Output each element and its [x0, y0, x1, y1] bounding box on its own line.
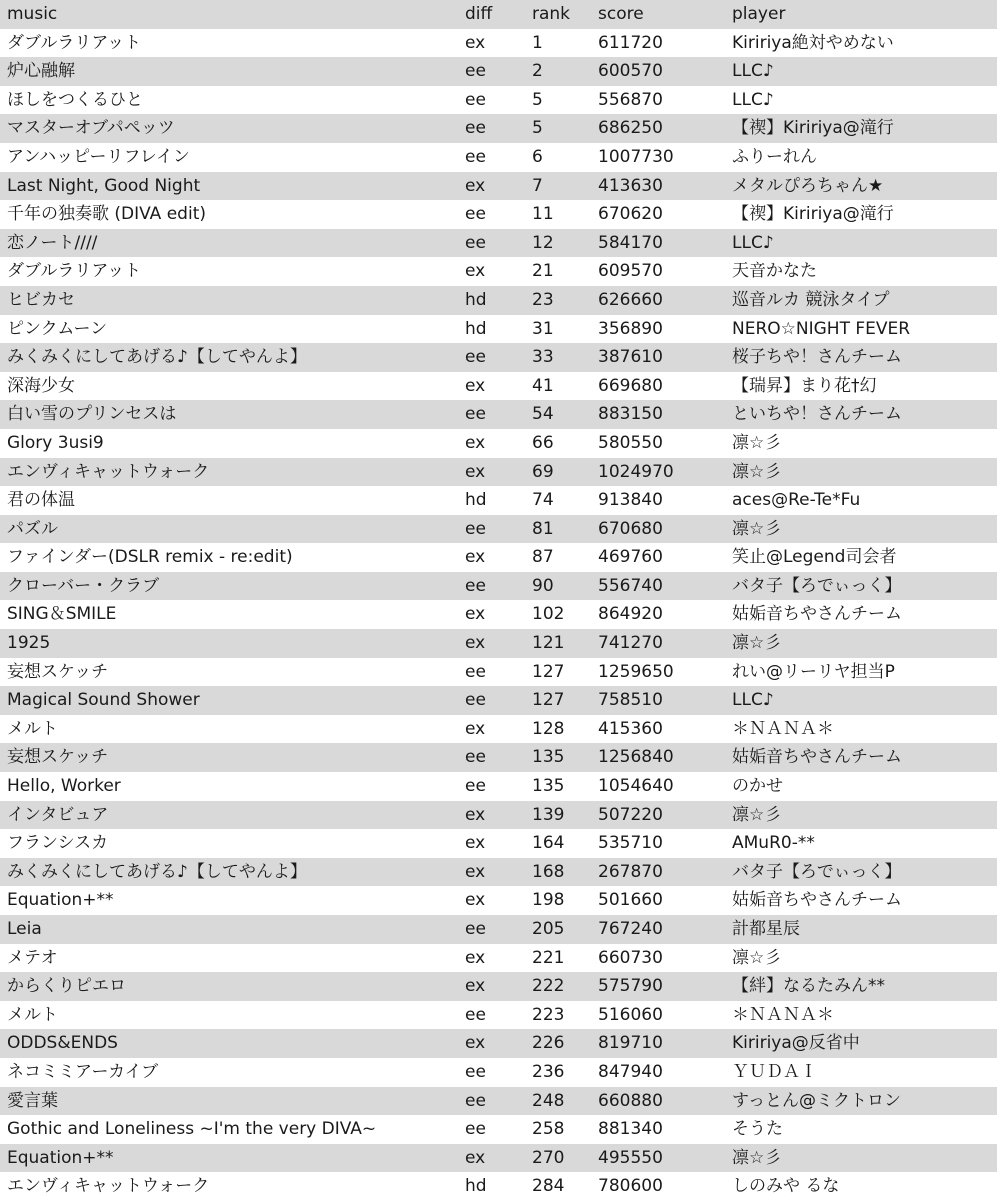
cell-music: ピンクムーン	[7, 318, 108, 339]
cell-player: 凛☆彡	[732, 461, 782, 482]
cell-rank: 135	[532, 776, 565, 797]
cell-score: 881340	[598, 1119, 663, 1140]
cell-rank: 7	[532, 175, 543, 196]
cell-rank: 54	[532, 404, 554, 425]
table-row	[0, 1144, 997, 1173]
cell-rank: 11	[532, 204, 554, 225]
table-row	[0, 57, 997, 86]
cell-score: 660880	[598, 1090, 663, 1111]
cell-player: 凛☆彡	[732, 804, 782, 825]
column-header-diff[interactable]: diff	[465, 4, 493, 24]
table-row	[0, 29, 997, 58]
cell-player: LLC♪	[732, 232, 774, 253]
cell-rank: 284	[532, 1176, 565, 1197]
cell-player: 凛☆彡	[732, 633, 782, 654]
cell-player: しのみや るな	[732, 1176, 840, 1197]
cell-music: Gothic and Loneliness ~I'm the very DIVA~	[7, 1119, 377, 1140]
cell-diff: ex	[465, 604, 486, 625]
cell-music: 1925	[7, 633, 51, 654]
cell-diff: ex	[465, 1147, 486, 1168]
cell-diff: ex	[465, 861, 486, 882]
table-row	[0, 743, 997, 772]
table-row	[0, 343, 997, 372]
cell-music: フランシスカ	[7, 833, 109, 854]
cell-score: 609570	[598, 261, 663, 282]
cell-music: クローバー・クラブ	[7, 575, 160, 596]
cell-diff: ex	[465, 175, 486, 196]
cell-diff: ex	[465, 718, 486, 739]
cell-player: バタ子【ろでぃっく】	[732, 861, 902, 882]
cell-music: ファインダー(DSLR remix - re:edit)	[7, 547, 293, 568]
cell-rank: 198	[532, 890, 565, 911]
cell-music: 妄想スケッチ	[7, 747, 109, 768]
cell-diff: ex	[465, 375, 486, 396]
cell-player: 【禊】Kiririya@滝行	[732, 204, 894, 225]
table-row	[0, 944, 997, 973]
table-row	[0, 315, 997, 344]
cell-music: Equation+**	[7, 1147, 114, 1168]
cell-music: メルト	[7, 1004, 58, 1025]
cell-diff: ex	[465, 833, 486, 854]
table-row	[0, 200, 997, 229]
cell-player: LLC♪	[732, 690, 774, 711]
cell-rank: 90	[532, 575, 554, 596]
cell-player: 凛☆彡	[732, 518, 782, 539]
cell-rank: 205	[532, 919, 565, 939]
cell-music: 白い雪のプリンセスは	[7, 404, 177, 425]
cell-music: 妄想スケッチ	[7, 661, 109, 682]
cell-player: れい@リーリヤ担当P	[732, 661, 895, 682]
cell-rank: 128	[532, 718, 565, 739]
cell-rank: 6	[532, 146, 543, 167]
cell-player: そうた	[732, 1119, 783, 1140]
cell-player: 【瑞昇】まり花†幻	[732, 375, 877, 396]
cell-diff: ee	[465, 776, 486, 797]
cell-score: 413630	[598, 175, 663, 196]
cell-rank: 31	[532, 318, 554, 339]
cell-rank: 81	[532, 518, 554, 539]
cell-diff: ee	[465, 1004, 486, 1025]
cell-rank: 5	[532, 89, 543, 110]
cell-music: 君の体温	[7, 490, 75, 511]
cell-rank: 5	[532, 118, 543, 139]
table-body	[0, 29, 997, 1201]
cell-music: インタビュア	[7, 804, 109, 825]
cell-diff: ee	[465, 1119, 486, 1140]
cell-score: 501660	[598, 890, 663, 911]
table-row	[0, 600, 997, 629]
cell-music: Leia	[7, 919, 42, 939]
header-row	[0, 0, 997, 29]
table-row	[0, 400, 997, 429]
table-row	[0, 1172, 997, 1201]
cell-score: 535710	[598, 833, 663, 854]
cell-diff: ex	[465, 890, 486, 911]
cell-rank: 12	[532, 232, 554, 253]
cell-player: 天音かなた	[732, 261, 817, 282]
table-row	[0, 486, 997, 515]
cell-score: 556870	[598, 89, 663, 110]
cell-score: 883150	[598, 404, 663, 425]
cell-score: 670620	[598, 204, 663, 225]
cell-score: 669680	[598, 375, 663, 396]
cell-score: 1259650	[598, 661, 674, 682]
cell-player: 計都星辰	[732, 919, 800, 939]
cell-music: ダブルラリアット	[7, 32, 142, 53]
table-row	[0, 1115, 997, 1144]
column-header-score[interactable]: score	[598, 4, 644, 24]
cell-music: Equation+**	[7, 890, 114, 911]
table-row	[0, 143, 997, 172]
column-header-rank[interactable]: rank	[532, 4, 571, 24]
cell-player: LLC♪	[732, 61, 774, 82]
column-header-music[interactable]: music	[7, 4, 58, 24]
cell-diff: ee	[465, 118, 486, 139]
cell-music: Hello, Worker	[7, 776, 121, 797]
cell-diff: ex	[465, 547, 486, 568]
cell-score: 580550	[598, 432, 663, 453]
table-row	[0, 372, 997, 401]
cell-music: ダブルラリアット	[7, 261, 142, 282]
cell-diff: ex	[465, 432, 486, 453]
cell-score: 507220	[598, 804, 663, 825]
table-row	[0, 286, 997, 315]
cell-diff: ex	[465, 947, 486, 968]
table-row	[0, 572, 997, 601]
table-row	[0, 715, 997, 744]
cell-player: ふりーれん	[732, 146, 817, 167]
table-row	[0, 658, 997, 687]
cell-score: 1007730	[598, 146, 674, 167]
table-row	[0, 972, 997, 1001]
cell-rank: 139	[532, 804, 565, 825]
cell-rank: 2	[532, 61, 543, 82]
cell-player: すっとん@ミクトロン	[732, 1090, 901, 1111]
cell-score: 584170	[598, 232, 663, 253]
cell-diff: ee	[465, 661, 486, 682]
cell-music: 炉心融解	[7, 61, 75, 82]
cell-player: 姑姤音ちやさんチーム	[732, 604, 902, 625]
cell-rank: 74	[532, 490, 554, 511]
cell-music: みくみくにしてあげる♪【してやんよ】	[7, 347, 307, 368]
cell-score: 670680	[598, 518, 663, 539]
cell-rank: 21	[532, 261, 554, 282]
cell-score: 387610	[598, 347, 663, 368]
cell-rank: 221	[532, 947, 565, 968]
cell-rank: 1	[532, 32, 543, 53]
cell-rank: 168	[532, 861, 565, 882]
cell-diff: ee	[465, 89, 486, 110]
table-row	[0, 886, 997, 915]
cell-player: 凛☆彡	[732, 432, 782, 453]
cell-diff: ex	[465, 461, 486, 482]
cell-score: 626660	[598, 289, 663, 310]
cell-score: 864920	[598, 604, 663, 625]
cell-player: 姑姤音ちやさんチーム	[732, 747, 902, 768]
cell-score: 469760	[598, 547, 663, 568]
cell-score: 1256840	[598, 747, 674, 768]
cell-player: ＊ＮＡＮＡ＊	[732, 718, 834, 739]
cell-diff: ex	[465, 1033, 486, 1054]
cell-score: 660730	[598, 947, 663, 968]
cell-rank: 41	[532, 375, 554, 396]
cell-music: 愛言葉	[7, 1090, 58, 1111]
cell-score: 516060	[598, 1004, 663, 1025]
cell-player: といちや！さんチーム	[732, 404, 902, 425]
cell-score: 819710	[598, 1033, 663, 1054]
cell-player: 姑姤音ちやさんチーム	[732, 890, 902, 911]
cell-score: 758510	[598, 690, 663, 711]
cell-diff: ee	[465, 518, 486, 539]
cell-music: エンヴィキャットウォーク	[7, 461, 210, 482]
table-row	[0, 86, 997, 115]
cell-diff: ee	[465, 747, 486, 768]
table-row	[0, 686, 997, 715]
cell-score: 741270	[598, 633, 663, 654]
cell-music: メテオ	[7, 947, 58, 968]
cell-music: Glory 3usi9	[7, 432, 104, 453]
table-row	[0, 1029, 997, 1058]
cell-diff: ee	[465, 204, 486, 225]
cell-rank: 135	[532, 747, 565, 768]
cell-rank: 87	[532, 547, 554, 568]
cell-music: 千年の独奏歌 (DIVA edit)	[7, 204, 206, 225]
cell-diff: ex	[465, 976, 486, 997]
cell-player: LLC♪	[732, 89, 774, 110]
cell-score: 1024970	[598, 461, 674, 482]
cell-music: ODDS&ENDS	[7, 1033, 118, 1054]
table-row	[0, 858, 997, 887]
cell-player: 【絆】なるたみん**	[732, 976, 885, 997]
table-row	[0, 429, 997, 458]
cell-diff: ex	[465, 804, 486, 825]
cell-diff: hd	[465, 1176, 487, 1197]
cell-diff: ee	[465, 1090, 486, 1111]
cell-score: 767240	[598, 919, 663, 939]
table-header	[0, 0, 997, 29]
cell-diff: ee	[465, 1061, 486, 1082]
table-row	[0, 257, 997, 286]
cell-diff: ee	[465, 575, 486, 596]
cell-music: メルト	[7, 718, 58, 739]
cell-rank: 66	[532, 432, 554, 453]
cell-music: マスターオブパペッツ	[7, 118, 175, 139]
cell-player: 凛☆彡	[732, 947, 782, 968]
cell-music: からくりピエロ	[7, 976, 126, 997]
cell-player: 巡音ルカ 競泳タイプ	[732, 289, 890, 310]
table-row	[0, 915, 997, 944]
cell-score: 913840	[598, 490, 663, 511]
cell-rank: 226	[532, 1033, 565, 1054]
cell-rank: 236	[532, 1061, 565, 1082]
cell-diff: ee	[465, 347, 486, 368]
cell-music: Magical Sound Shower	[7, 690, 200, 711]
cell-diff: ee	[465, 61, 486, 82]
cell-score: 847940	[598, 1061, 663, 1082]
table-row	[0, 543, 997, 572]
cell-diff: ex	[465, 633, 486, 654]
cell-rank: 248	[532, 1090, 565, 1111]
table-row	[0, 829, 997, 858]
cell-score: 686250	[598, 118, 663, 139]
table-row	[0, 172, 997, 201]
cell-music: みくみくにしてあげる♪【してやんよ】	[7, 861, 307, 882]
cell-music: ネコミミアーカイブ	[7, 1061, 159, 1082]
cell-player: バタ子【ろでぃっく】	[732, 575, 902, 596]
cell-rank: 164	[532, 833, 565, 854]
cell-rank: 127	[532, 661, 565, 682]
cell-player: メタルぴろちゃん★	[732, 175, 884, 196]
cell-diff: ee	[465, 146, 486, 167]
cell-rank: 121	[532, 633, 565, 654]
cell-player: 笑止@Legend司会者	[732, 547, 897, 568]
table-row	[0, 114, 997, 143]
cell-music: エンヴィキャットウォーク	[7, 1176, 210, 1197]
cell-player: Kiririya@反省中	[732, 1033, 860, 1054]
cell-player: AMuR0-**	[732, 833, 815, 854]
table-row	[0, 1087, 997, 1116]
table-row	[0, 229, 997, 258]
cell-rank: 223	[532, 1004, 565, 1025]
cell-score: 415360	[598, 718, 663, 739]
cell-score: 1054640	[598, 776, 674, 797]
cell-player: ＹＵＤＡＩ	[732, 1061, 817, 1082]
cell-diff: hd	[465, 490, 487, 511]
table-row	[0, 515, 997, 544]
cell-music: ヒビカセ	[7, 289, 75, 310]
cell-diff: ex	[465, 32, 486, 53]
cell-player: 桜子ちや！さんチーム	[732, 347, 902, 368]
cell-player: NERO☆NIGHT FEVER	[732, 318, 911, 339]
cell-score: 267870	[598, 861, 663, 882]
table-row	[0, 1058, 997, 1087]
cell-diff: ee	[465, 232, 486, 253]
cell-diff: ee	[465, 919, 486, 939]
cell-rank: 270	[532, 1147, 565, 1168]
cell-player: 凛☆彡	[732, 1147, 782, 1168]
cell-rank: 102	[532, 604, 565, 625]
table-row	[0, 629, 997, 658]
cell-diff: ex	[465, 261, 486, 282]
cell-music: Last Night, Good Night	[7, 175, 201, 196]
cell-player: ＊ＮＡＮＡ＊	[732, 1004, 834, 1025]
cell-music: 深海少女	[7, 375, 75, 396]
cell-rank: 69	[532, 461, 554, 482]
table-row	[0, 1001, 997, 1030]
cell-player: Kiririya絶対やめない	[732, 32, 894, 53]
cell-diff: hd	[465, 318, 487, 339]
cell-diff: hd	[465, 289, 487, 310]
cell-rank: 33	[532, 347, 554, 368]
cell-score: 780600	[598, 1176, 663, 1197]
cell-score: 356890	[598, 318, 663, 339]
cell-player: aces@Re-Te*Fu	[732, 490, 861, 511]
cell-rank: 127	[532, 690, 565, 711]
cell-rank: 258	[532, 1119, 565, 1140]
cell-player: のかせ	[732, 776, 783, 797]
cell-score: 495550	[598, 1147, 663, 1168]
table-row	[0, 458, 997, 487]
cell-music: SING＆SMILE	[7, 604, 117, 625]
cell-score: 611720	[598, 32, 663, 53]
cell-music: ほしをつくるひと	[7, 89, 143, 110]
cell-rank: 23	[532, 289, 554, 310]
cell-diff: ee	[465, 690, 486, 711]
cell-music: アンハッピーリフレイン	[7, 146, 190, 167]
cell-score: 575790	[598, 976, 663, 997]
cell-music: パズル	[7, 518, 58, 539]
cell-score: 556740	[598, 575, 663, 596]
cell-score: 600570	[598, 61, 663, 82]
cell-diff: ee	[465, 404, 486, 425]
cell-rank: 222	[532, 976, 565, 997]
cell-player: 【禊】Kiririya@滝行	[732, 118, 894, 139]
cell-music: 恋ノート////	[7, 232, 98, 253]
table-row	[0, 801, 997, 830]
table-row	[0, 772, 997, 801]
column-header-player[interactable]: player	[732, 4, 786, 24]
